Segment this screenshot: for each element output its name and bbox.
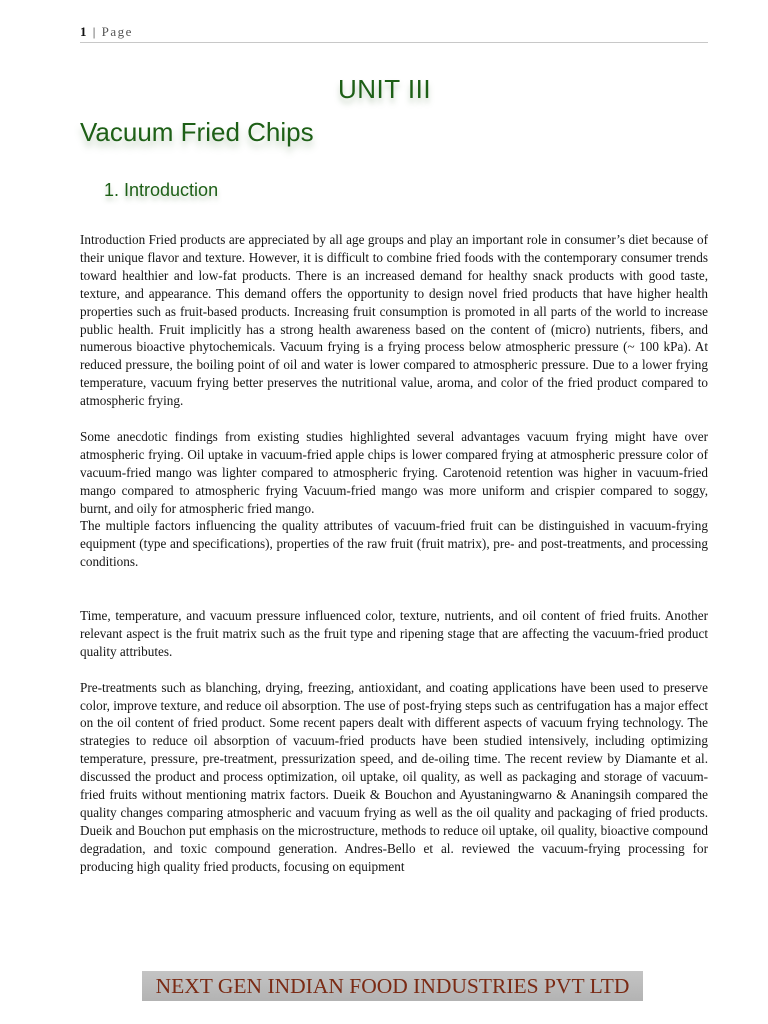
paragraph: Time, temperature, and vacuum pressure influenced color, texture, nutrients, and oil content of fried fruits. Another relevant aspect is the fruit matrix such as the fruit type and ripening stage that are affecting the vacuum-fried product quality attributes. xyxy=(80,608,708,659)
paragraph: Introduction Fried products are appreciated by all age groups and play an important role in consumer’s diet because of their unique flavor and texture. However, it is difficult to combine fried foods with the contemporary consumer trends toward healthier and low-fat products. There is an increased demand for healthy snack products with good taste, texture, and appearance. This demand offers the opportunity to design novel fried products that have higher health properties such as fruit-based products. Increasing fruit consumption is promoted in all parts of the world to increase public health. Fruit implicitly has a strong health awareness based on the content of (micro) nutrients, fibers, and numerous bioactive phytochemicals. Vacuum frying is a frying process below atmospheric pressure (~ 100 kPa). At reduced pressure, the boiling point of oil and water is lower compared to atmospheric pressure. Due to a lower frying temperature, vacuum frying better preserves the nutritional value, aroma, and color of the fried product compared to atmospheric frying. xyxy=(80,232,708,409)
unit-heading: UNIT III xyxy=(338,74,432,104)
paragraph: Pre-treatments such as blanching, drying, freezing, antioxidant, and coating applications have been used to preserve color, improve texture, and reduce oil absorption. The use of post-frying steps such as centrifugation has a major effect on the oil content of fried product. Some recent papers dealt with different aspects of vacuum frying technology. The strategies to reduce oil absorption of vacuum-fried products have been studied intensively, including optimizing temperature, pressure, pre-treatment, pressurization speed, and de-oiling time. The recent review by Diamante et al. discussed the product and process optimization, oil uptake, oil quality, as well as packaging and storage of vacuum-fried fruits without mentioning matrix factors. Dueik & Bouchon and Ayustaningwarno & Ananingsih compared the quality changes comparing atmospheric and vacuum frying as well as the oil quality and packaging of fried products. Dueik and Bouchon put emphasis on the microstructure, methods to reduce oil uptake, oil quality, bioactive compound degradation, and toxic compound generation. Andres-Bello et al. reviewed the vacuum-frying processing for producing high quality fried products, focusing on equipment xyxy=(80,679,708,874)
company-footer: NEXT GEN INDIAN FOOD INDUSTRIES PVT LTD xyxy=(142,971,643,1001)
document-body xyxy=(80,231,708,876)
section-heading: 1. Introduction xyxy=(104,180,219,200)
header-separator: | xyxy=(92,24,97,39)
page-label: Page xyxy=(101,24,133,39)
page-number: 1 xyxy=(80,24,88,39)
paragraph: Some anecdotic findings from existing studies highlighted several advantages vacuum frying might have over atmospheric frying. Oil uptake in vacuum-fried apple chips is lower compared frying at atmospheric pressure color of vacuum-fried mango was lighter compared to atmospheric frying. Carotenoid retention was higher in vacuum-fried mango compared to atmospheric frying Vacuum-fried mango was more uniform and crispier compared to soggy, burnt, and oily for atmospheric fried mango. xyxy=(80,428,708,516)
paragraph: The multiple factors influencing the quality attributes of vacuum-fried fruit can be distinguished in vacuum-frying equipment (type and specifications), properties of the raw fruit (fruit matrix), pre- and post-treatments, and processing conditions. xyxy=(80,518,708,570)
document-title: Vacuum Fried Chips xyxy=(80,117,314,147)
page-header xyxy=(80,24,708,43)
